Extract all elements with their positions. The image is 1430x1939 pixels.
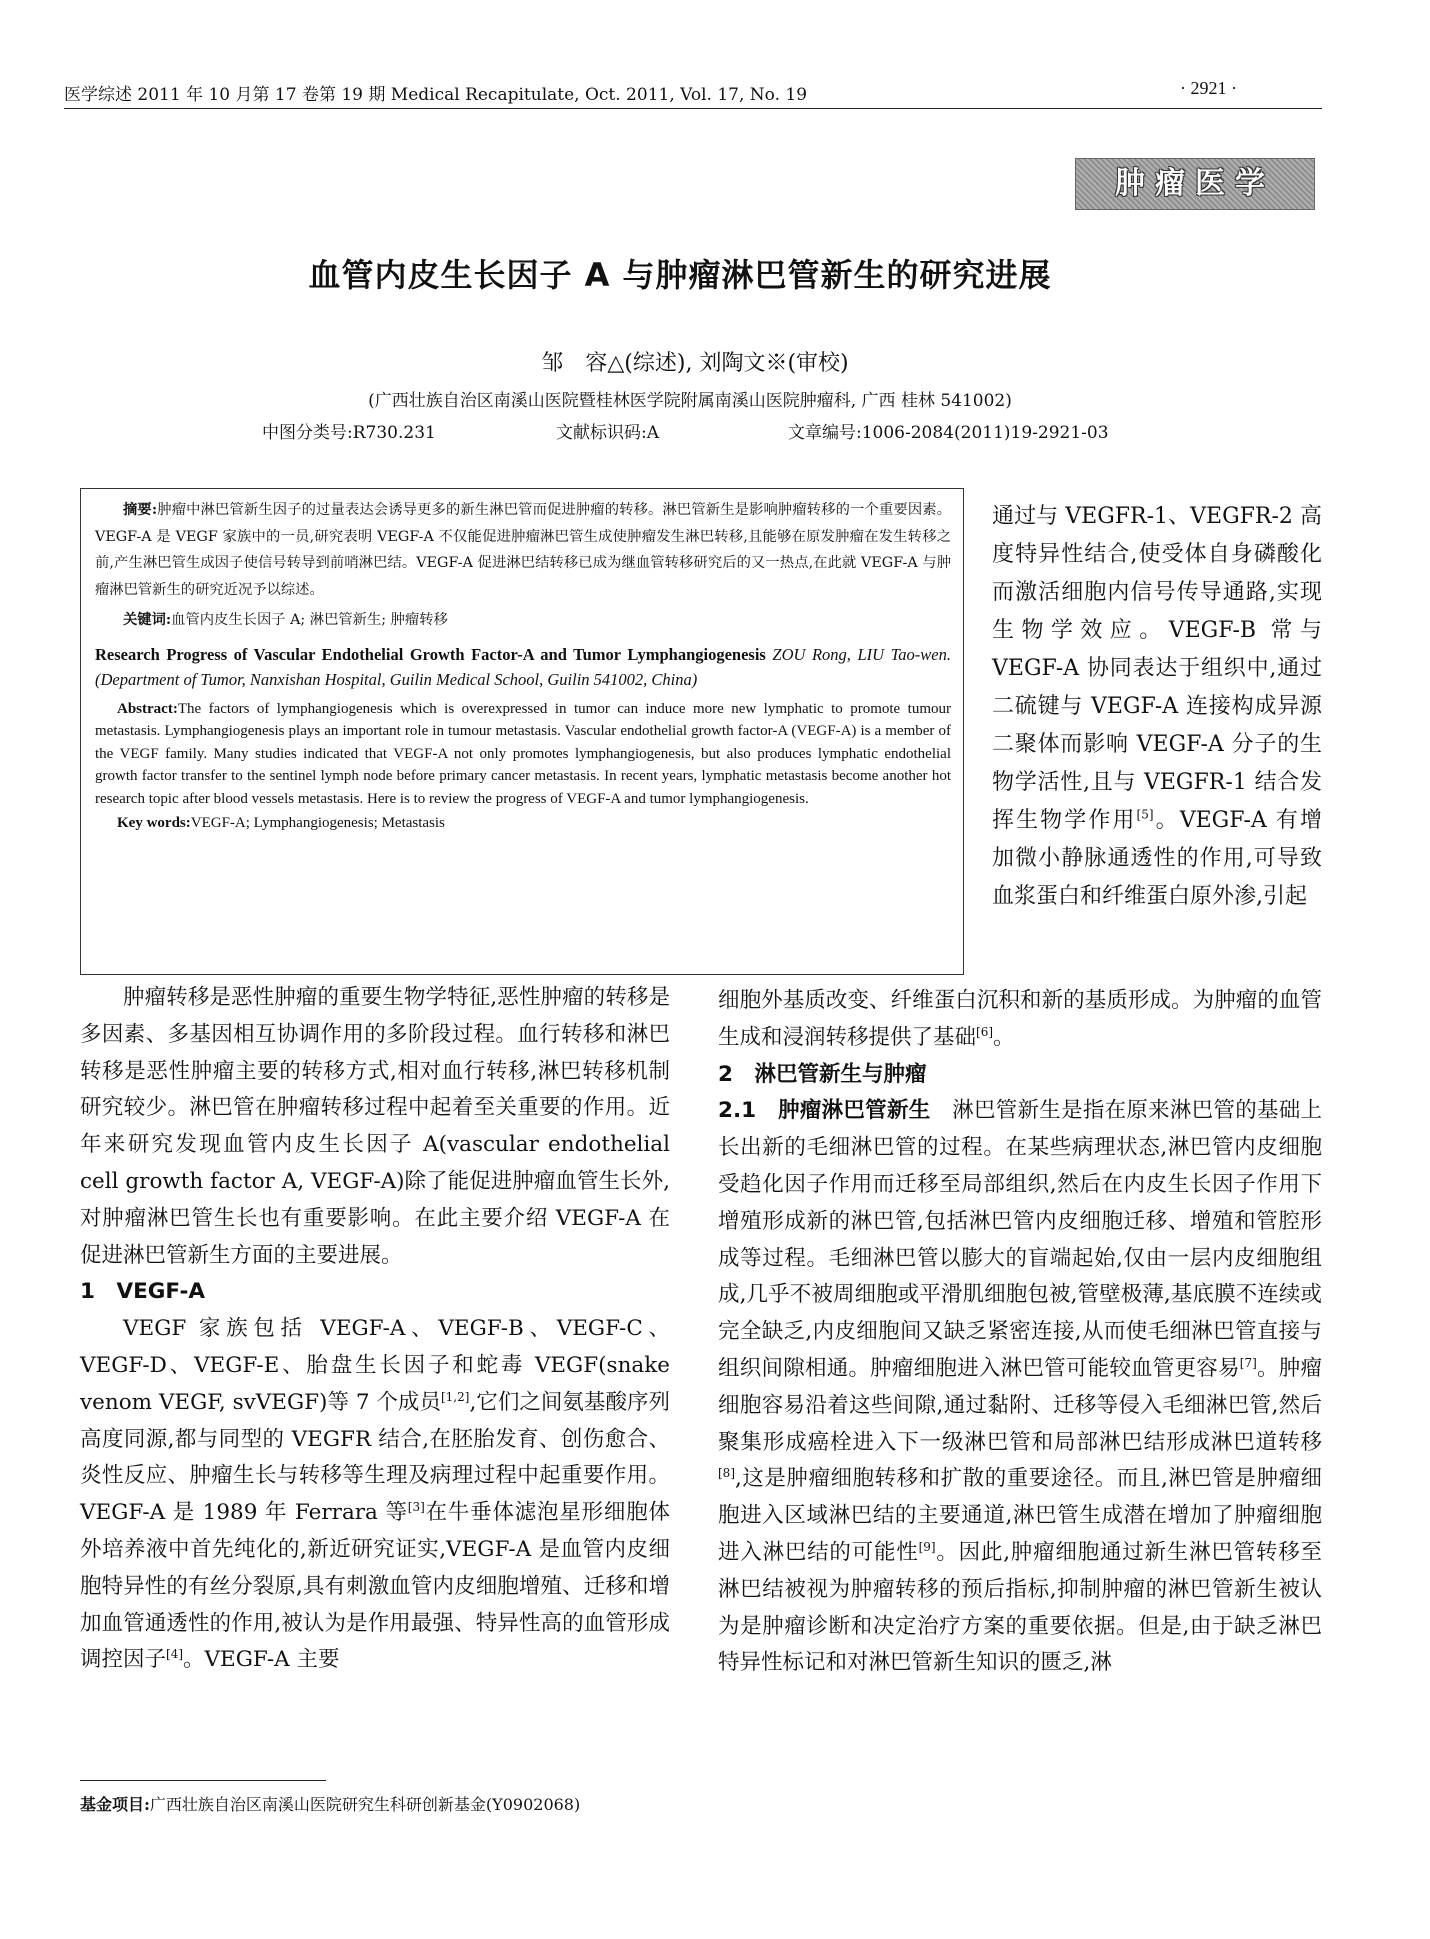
section-2-1-paragraph — [718, 1093, 1322, 1682]
p21-part-d: 。因此,肿瘤细胞通过新生淋巴管转移至淋巴结被视为肿瘤转移的预后指标,抑制肿瘤的淋巴管新生被认为是肿瘤诊断和决定治疗方案的重要依据。但是,由于缺乏淋巴特异性标记和对淋巴管新生知识的匮乏,淋 — [718, 1539, 1322, 1676]
section-2-heading: 2 淋巴管新生与肿瘤 — [718, 1061, 927, 1087]
document-code: 文献标识码:A — [556, 423, 660, 443]
section-1-heading: 1 VEGF-A — [80, 1279, 206, 1305]
p21-part-c: ,这是肿瘤细胞转移和扩散的重要途径。而且,淋巴管是肿瘤细胞进入区域淋巴结的主要通道,淋巴管生成潜在增加了肿瘤细胞进入淋巴结的可能性 — [718, 1466, 1322, 1565]
abstract-en-heading — [95, 642, 951, 692]
keywords-cn-label: 关键词: — [123, 612, 172, 628]
article-authors: 邹 容△(综述), 刘陶文※(审校) — [541, 351, 849, 376]
left-column — [80, 980, 670, 1679]
abstract-cn-label: 摘要: — [123, 502, 158, 518]
keywords-en-label: Key words: — [117, 815, 191, 831]
p1-part-a: VEGF 家族包括 VEGF-A、VEGF-B、VEGF-C、VEGF-D、VEGF-E、胎盘生长因子和蛇毒 VEGF(snake venom VEGF, svVEGF)等 7 个成员 — [80, 1316, 670, 1415]
article-title: 血管内皮生长因子 A 与肿瘤淋巴管新生的研究进展 — [308, 256, 1052, 294]
citation-4: [4] — [166, 1647, 184, 1662]
rc-part-a: 细胞外基质改变、纤维蛋白沉积和新的基质形成。为肿瘤的血管生成和浸润转移提供了基础 — [718, 988, 1322, 1050]
intro-paragraph: 肿瘤转移是恶性肿瘤的重要生物学特征,恶性肿瘤的转移是多因素、多基因相互协调作用的多阶段过程。血行转移和淋巴转移是恶性肿瘤主要的转移方式,相对血行转移,淋巴转移机制研究较少。淋巴管在肿瘤转移过程中起着至关重要的作用。近年来研究发现血管内皮生长因子 A(vascular endothelial cell growth factor A, VEGF-A)除了能促进肿瘤血管生长外,对肿瘤淋巴管生长也有重要影响。在此主要介绍 VEGF-A 在促进淋巴管新生方面的主要进展。 — [80, 985, 670, 1268]
p1-part-c: 在牛垂体滤泡星形细胞体外培养液中首先纯化的,新近研究证实,VEGF-A 是血管内皮细胞特异性的有丝分裂原,具有刺激血管内皮细胞增殖、迁移和增加血管通透性的作用,被认为是作用最强、特异性高的血管形成调控因子 — [80, 1500, 670, 1673]
section-1-paragraph — [80, 1311, 670, 1679]
header-divider — [64, 108, 1322, 109]
abstract-box — [80, 488, 964, 975]
citation-7: [7] — [1239, 1355, 1257, 1370]
funding-footnote — [80, 1790, 670, 1820]
funding-label: 基金项目: — [80, 1795, 150, 1814]
funding-text: 广西壮族自治区南溪山医院研究生科研创新基金(Y0902068) — [149, 1795, 581, 1814]
section-2-1-heading: 2.1 肿瘤淋巴管新生 — [718, 1098, 931, 1124]
p1-part-d: 。VEGF-A 主要 — [183, 1647, 340, 1673]
journal-header: 医学综述 2011 年 10 月第 17 卷第 19 期 Medical Recapitulate, Oct. 2011, Vol. 17, No. 19 — [64, 85, 808, 105]
rc-part-b: 。 — [993, 1024, 1015, 1050]
citation-9: [9] — [918, 1539, 936, 1554]
continuation-paragraph — [718, 983, 1322, 1057]
abstract-en-authors: ZOU Rong, LIU Tao-wen. (Department of Tumor, Nanxishan Hospital, Guilin Medical School, Guilin 541002, China) — [95, 644, 951, 689]
citation-8: [8] — [718, 1466, 735, 1481]
abstract-en-title: Research Progress of Vascular Endothelial Growth Factor-A and Tumor Lymphangiogenesis — [95, 644, 766, 664]
right-column — [718, 983, 1322, 1682]
article-number: 文章编号:1006-2084(2011)19-2921-03 — [788, 423, 1109, 443]
clc-number: 中图分类号:R730.231 — [262, 423, 436, 443]
article-affiliation: (广西壮族自治区南溪山医院暨桂林医学院附属南溪山医院肿瘤科, 广西 桂林 541002) — [368, 391, 1012, 411]
keywords-en-text: VEGF-A; Lymphangiogenesis; Metastasis — [190, 815, 445, 831]
keywords-cn-text: 血管内皮生长因子 A; 淋巴管新生; 肿瘤转移 — [171, 612, 448, 628]
right-top-text: 通过与 VEGFR-1、VEGFR-2 高度特异性结合,使受体自身磷酸化而激活细胞内信号传导通路,实现生物学效应。VEGF-B 常与 VEGF-A 协同表达于组织中,通过二硫键与 VEGF-A 连接构成异源二聚体而影响 VEGF-A 分子的生物学活性,且与 VEGFR-1 结合发挥生物学作用 — [992, 504, 1322, 833]
citation-3: [3] — [407, 1500, 425, 1514]
footnote-divider — [80, 1780, 326, 1781]
citation-6: [6] — [976, 1024, 994, 1039]
right-column-top-text — [992, 498, 1322, 916]
p1-part-b: ,它们之间氨基酸序列高度同源,都与同型的 VEGFR 结合,在胚胎发育、创伤愈合、炎性反应、肿瘤生长与转移等生理及病理过程中起重要作用。VEGF-A 是 1989 年 Ferrara 等 — [80, 1389, 670, 1526]
abstract-cn — [95, 497, 951, 603]
citation-5: [5] — [1136, 807, 1154, 822]
citation-1-2: [1,2] — [440, 1389, 470, 1404]
p21-part-b: 。肿瘤细胞容易沿着这些间隙,通过黏附、迁移等侵入毛细淋巴管,然后聚集形成癌栓进入下一级淋巴管和局部淋巴结形成淋巴道转移 — [718, 1355, 1322, 1455]
abstract-en-label: Abstract: — [117, 700, 178, 717]
page-number: · 2921 · — [1180, 78, 1237, 98]
abstract-en — [95, 698, 951, 811]
right-top-tail: 。VEGF-A 有增加微小静脉通透性的作用,可导致血浆蛋白和纤维蛋白原外渗,引起 — [992, 808, 1322, 909]
keywords-en — [95, 812, 951, 835]
abstract-en-text: The factors of lymphangiogenesis which is overexpressed in tumor can induce more new lymphatic to promote tumour metastasis. Lymphangiogenesis plays an important role in tumour metastasis. Vascular endothelial growth factor-A (VEGF-A) is a member of the VEGF family. Many studies indicated that VEGF-A not only promotes lymphangiogenesis, but also produces lymphatic endothelial growth factor transfer to the sentinel lymph node before primary cancer metastasis. In recent years, lymphatic metastasis become another hot research topic after blood vessels metastasis. Here is to review the progress of VEGF-A and tumor lymphangiogenesis. — [95, 700, 951, 807]
section-badge: 肿瘤医学 — [1075, 158, 1315, 210]
keywords-cn — [95, 607, 951, 634]
abstract-cn-text: 肿瘤中淋巴管新生因子的过量表达会诱导更多的新生淋巴管而促进肿瘤的转移。淋巴管新生是影响肿瘤转移的一个重要因素。VEGF-A 是 VEGF 家族中的一员,研究表明 VEGF-A 不仅能促进肿瘤淋巴管生成使肿瘤发生淋巴转移,且能够在原发肿瘤在发生转移之前,产生淋巴管生成因子使信号转导到前哨淋巴结。VEGF-A 促进淋巴结转移已成为继血管转移研究后的又一热点,在此就 VEGF-A 与肿瘤淋巴管新生的研究近况予以综述。 — [95, 502, 952, 598]
p21-part-a: 淋巴管新生是指在原来淋巴管的基础上长出新的毛细淋巴管的过程。在某些病理状态,淋巴管内皮细胞受趋化因子作用而迁移至局部组织,然后在内皮生长因子作用下增殖形成新的淋巴管,包括淋巴管内皮细胞迁移、增殖和管腔形成等过程。毛细淋巴管以膨大的盲端起始,仅由一层内皮细胞组成,几乎不被周细胞或平滑肌细胞包被,管壁极薄,基底膜不连续或完全缺乏,内皮细胞间又缺乏紧密连接,从而使毛细淋巴管直接与组织间隙相通。肿瘤细胞进入淋巴管可能较血管更容易 — [718, 1098, 1322, 1381]
